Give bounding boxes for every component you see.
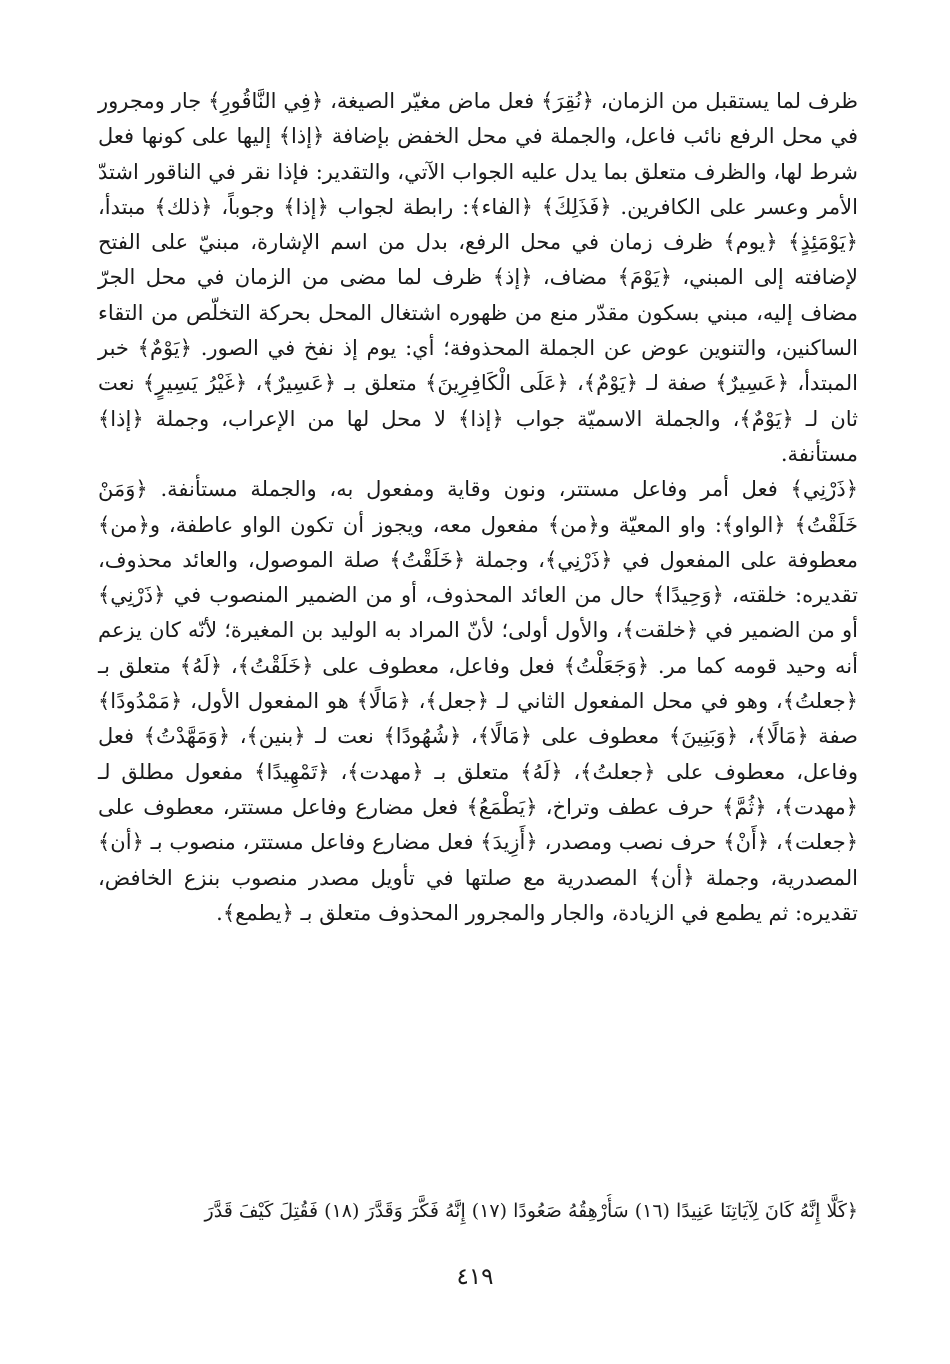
- page-number: ٤١٩: [456, 1264, 494, 1290]
- paragraph-1: ظرف لما يستقبل من الزمان، ﴿نُقِرَ﴾ فعل ماض مغيّر الصيغة، ﴿فِي النَّاقُورِ﴾ جار ومجرور في محل الرفع نائب فاعل، والجملة في محل الخفض بإضافة ﴿إذا﴾ إليها على كونها فعل شرط لها، والظرف متعلق بما يدل عليه الجواب الآتي، والتقدير: فإذا نقر في الناقور اشتدّ الأمر وعسر على الكافرين. ﴿فَذَلِكَ﴾ ﴿الفاء﴾: رابطة لجواب ﴿إذا﴾ وجوباً، ﴿ذلك﴾ مبتدأ، ﴿يَوْمَئِذٍ﴾ ﴿يوم﴾ ظرف زمان في محل الرفع، بدل من اسم الإشارة، مبنيّ على الفتح لإضافته إلى المبني، ﴿يَوْمَ﴾ مضاف، ﴿إذ﴾ ظرف لما مضى من الزمان في محل الجرّ مضاف إليه، مبني بسكون مقدّر منع من ظهوره اشتغال المحل بحركة التخلّص من التقاء الساكنين، والتنوين عوض عن الجملة المحذوفة؛ أي: يوم إذ نفخ في الصور. ﴿يَوْمٌ﴾ خبر المبتدأ، ﴿عَسِيرٌ﴾ صفة لـ ﴿يَوْمٌ﴾، ﴿عَلَى الْكَافِرِينَ﴾ متعلق بـ ﴿عَسِيرٌ﴾، ﴿غَيْرُ يَسِيرٍ﴾ نعت ثان لـ ﴿يَوْمٌ﴾، والجملة الاسميّة جواب ﴿إذا﴾ لا محل لها من الإعراب، وجملة ﴿إذا﴾ مستأنفة.: [98, 89, 859, 466]
- commentary-text: [98, 84, 858, 931]
- paragraph-2: ﴿ذَرْنِي﴾ فعل أمر وفاعل مستتر، ونون وقاية ومفعول به، والجملة مستأنفة. ﴿وَمَنْ خَلَقْتُ﴾ ﴿الواو﴾: واو المعيّة و﴿من﴾ مفعول معه، ويجوز أن تكون الواو عاطفة، و﴿من﴾ معطوفة على المفعول في ﴿ذَرْنِي﴾، وجملة ﴿خَلَقْتُ﴾ صلة الموصول، والعائد محذوف، تقديره: خلقته، ﴿وَحِيدًا﴾ حال من العائد المحذوف، أو من الضمير المنصوب في ﴿ذَرْنِي﴾ أو من الضمير في ﴿خلقت﴾، والأول أولى؛ لأنّ المراد به الوليد بن المغيرة؛ لأنّه كان يزعم أنه وحيد قومه كما مر. ﴿وَجَعَلْتُ﴾ فعل وفاعل، معطوف على ﴿خَلَقْتُ﴾، ﴿لَهُ﴾ متعلق بـ ﴿جعلتُ﴾، وهو في محل المفعول الثاني لـ ﴿جعل﴾، ﴿مَالًا﴾ هو المفعول الأول، ﴿مَمْدُودًا﴾ صفة ﴿مَالًا﴾، ﴿وَبَنِينَ﴾ معطوف على ﴿مَالًا﴾، ﴿شُهُودًا﴾ نعت لـ ﴿بنين﴾، ﴿وَمَهَّدْتُ﴾ فعل وفاعل، معطوف على ﴿جعلتُ﴾، ﴿لَهُ﴾ متعلق بـ ﴿مهدت﴾، ﴿تَمْهِيدًا﴾ مفعول مطلق لـ ﴿مهدت﴾، ﴿ثُمَّ﴾ حرف عطف وتراخ، ﴿يَطْمَعُ﴾ فعل مضارع وفاعل مستتر، معطوف على ﴿جعلت﴾، ﴿أَنْ﴾ حرف نصب ومصدر، ﴿أَزِيدَ﴾ فعل مضارع وفاعل مستتر، منصوب بـ ﴿أن﴾ المصدرية، وجملة ﴿أن﴾ المصدرية مع صلتها في تأويل مصدر منصوب بنزع الخافض، تقديره: ثم يطمع في الزيادة، والجار والمجرور المحذوف متعلق بـ ﴿يطمع﴾.: [98, 477, 858, 925]
- quran-verses-footer: ﴿كَلَّا إِنَّهُ كَانَ لِآيَاتِنَا عَنِيدًا (١٦) سَأُرْهِقُهُ صَعُودًا (١٧) إِنَّهُ فَكَّرَ وَقَدَّرَ (١٨) فَقُتِلَ كَيْفَ قَدَّرَ: [204, 1200, 858, 1222]
